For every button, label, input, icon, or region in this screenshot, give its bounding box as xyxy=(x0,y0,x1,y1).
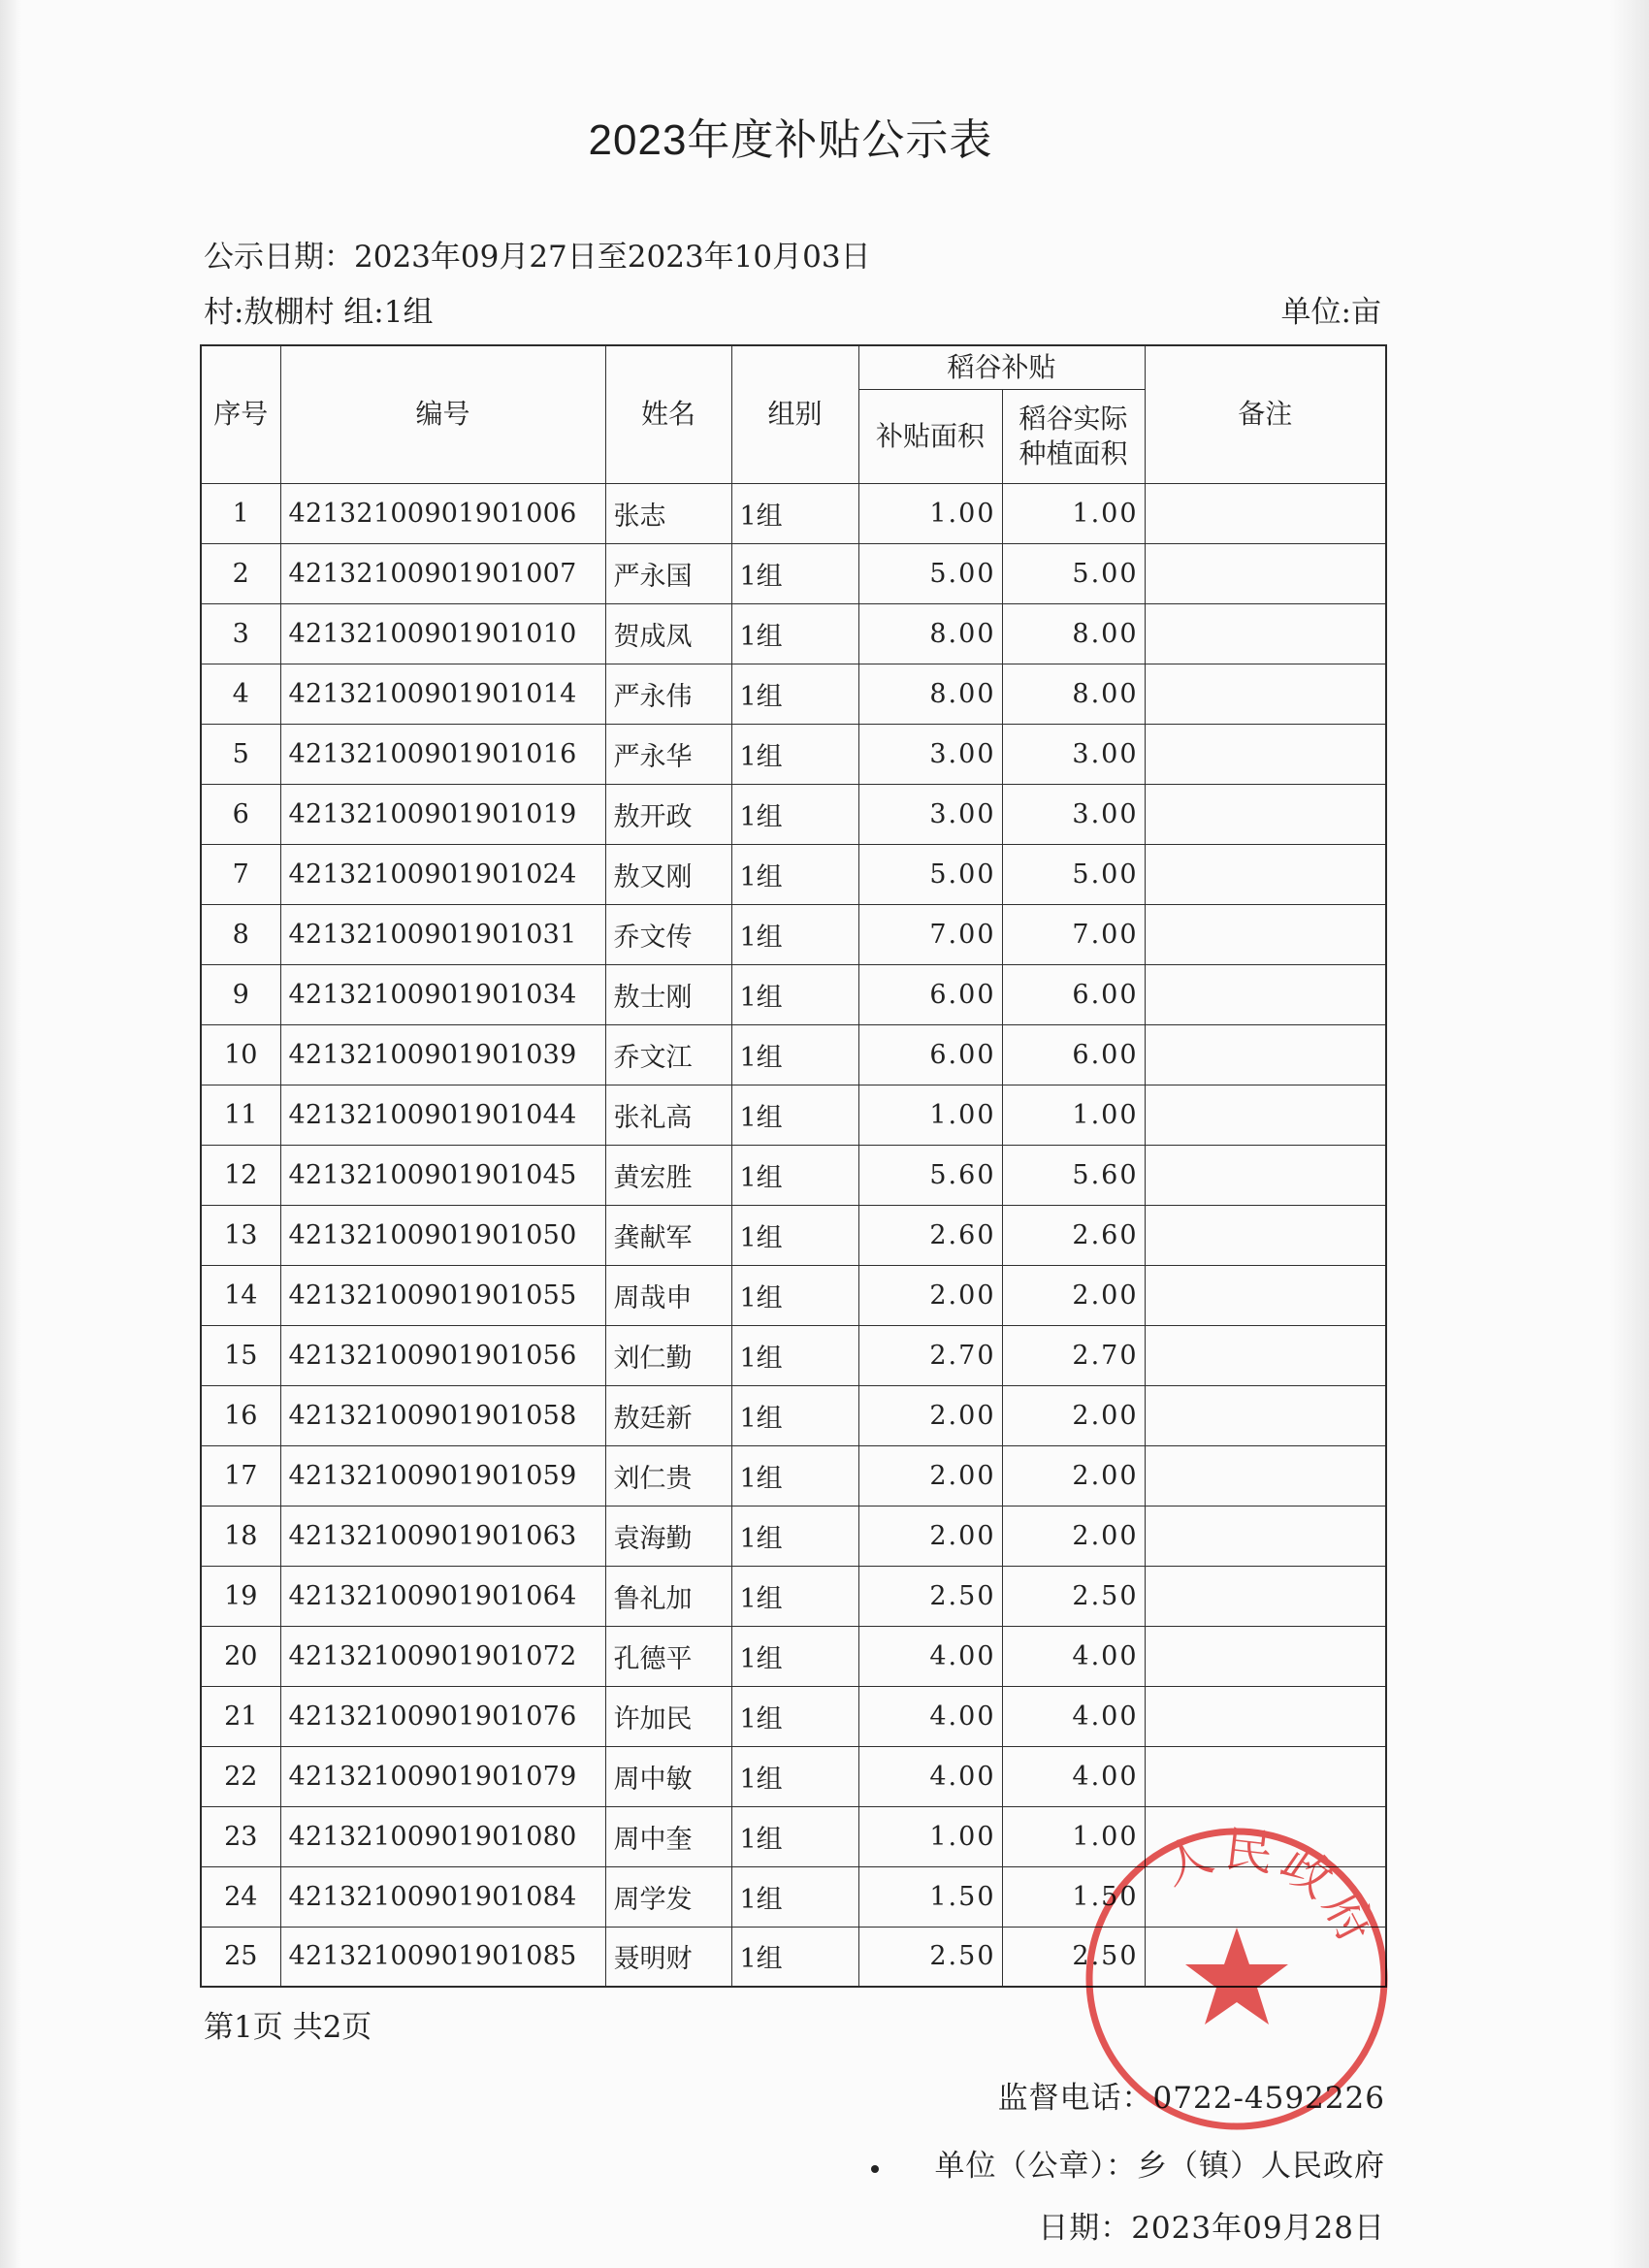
cell-actual-area: 2.60 xyxy=(1002,1205,1145,1265)
table-row xyxy=(201,483,1386,543)
cell-group: 1组 xyxy=(731,1385,858,1445)
header-actual-area xyxy=(1002,389,1145,483)
cell-name: 周学发 xyxy=(605,1866,731,1927)
cell-code: 42132100901901007 xyxy=(280,543,605,603)
cell-remarks xyxy=(1145,603,1386,664)
table-row xyxy=(201,1145,1386,1205)
cell-name: 贺成凤 xyxy=(605,603,731,664)
cell-actual-area: 7.00 xyxy=(1002,904,1145,964)
table-row xyxy=(201,964,1386,1024)
cell-subsidy-area: 2.00 xyxy=(858,1506,1002,1566)
cell-name: 张志 xyxy=(605,483,731,543)
cell-group: 1组 xyxy=(731,664,858,724)
cell-remarks xyxy=(1145,1746,1386,1806)
cell-subsidy-area: 5.00 xyxy=(858,543,1002,603)
cell-remarks xyxy=(1145,1325,1386,1385)
cell-group: 1组 xyxy=(731,844,858,904)
cell-actual-area: 3.00 xyxy=(1002,724,1145,784)
table-row xyxy=(201,1205,1386,1265)
cell-code: 42132100901901079 xyxy=(280,1746,605,1806)
cell-subsidy-area: 7.00 xyxy=(858,904,1002,964)
cell-code: 42132100901901050 xyxy=(280,1205,605,1265)
cell-code: 42132100901901031 xyxy=(280,904,605,964)
cell-actual-area: 5.00 xyxy=(1002,844,1145,904)
cell-name: 刘仁贵 xyxy=(605,1445,731,1506)
cell-remarks xyxy=(1145,1085,1386,1145)
cell-remarks xyxy=(1145,1265,1386,1325)
paper-edge-right xyxy=(1610,0,1649,2268)
cell-seq: 3 xyxy=(201,603,280,664)
subsidy-table xyxy=(200,344,1387,1988)
table-body xyxy=(201,483,1386,1987)
cell-seq: 16 xyxy=(201,1385,280,1445)
cell-seq: 22 xyxy=(201,1746,280,1806)
header-group: 组别 xyxy=(731,345,858,483)
cell-group: 1组 xyxy=(731,1506,858,1566)
cell-seq: 2 xyxy=(201,543,280,603)
cell-subsidy-area: 1.00 xyxy=(858,1085,1002,1145)
cell-seq: 25 xyxy=(201,1927,280,1987)
table-row xyxy=(201,1506,1386,1566)
cell-group: 1组 xyxy=(731,1085,858,1145)
cell-name: 周哉申 xyxy=(605,1265,731,1325)
cell-subsidy-area: 3.00 xyxy=(858,724,1002,784)
cell-name: 乔文传 xyxy=(605,904,731,964)
cell-remarks xyxy=(1145,1205,1386,1265)
cell-name: 严永国 xyxy=(605,543,731,603)
cell-remarks xyxy=(1145,483,1386,543)
cell-actual-area: 2.50 xyxy=(1002,1927,1145,1987)
cell-code: 42132100901901063 xyxy=(280,1506,605,1566)
cell-name: 周中敏 xyxy=(605,1746,731,1806)
cell-code: 42132100901901076 xyxy=(280,1686,605,1746)
cell-group: 1组 xyxy=(731,1024,858,1085)
cell-seq: 21 xyxy=(201,1686,280,1746)
cell-remarks xyxy=(1145,1024,1386,1085)
cell-code: 42132100901901064 xyxy=(280,1566,605,1626)
cell-name: 张礼高 xyxy=(605,1085,731,1145)
cell-actual-area: 4.00 xyxy=(1002,1626,1145,1686)
unit-label: 单位:亩 xyxy=(1280,295,1381,330)
cell-actual-area: 4.00 xyxy=(1002,1686,1145,1746)
cell-subsidy-area: 2.00 xyxy=(858,1385,1002,1445)
cell-subsidy-area: 4.00 xyxy=(858,1626,1002,1686)
cell-seq: 24 xyxy=(201,1866,280,1927)
cell-name: 许加民 xyxy=(605,1686,731,1746)
seal-unit: 单位（公章）：乡（镇）人民政府 xyxy=(934,2149,1385,2184)
table-row xyxy=(201,1265,1386,1325)
cell-subsidy-area: 3.00 xyxy=(858,784,1002,844)
header-code: 编号 xyxy=(280,345,605,483)
cell-actual-area: 2.00 xyxy=(1002,1506,1145,1566)
cell-actual-area: 8.00 xyxy=(1002,603,1145,664)
cell-seq: 19 xyxy=(201,1566,280,1626)
cell-subsidy-area: 2.60 xyxy=(858,1205,1002,1265)
cell-subsidy-area: 2.70 xyxy=(858,1325,1002,1385)
cell-seq: 10 xyxy=(201,1024,280,1085)
table-row xyxy=(201,1686,1386,1746)
header-remarks: 备注 xyxy=(1145,345,1386,483)
cell-subsidy-area: 1.50 xyxy=(858,1866,1002,1927)
cell-seq: 20 xyxy=(201,1626,280,1686)
cell-actual-area: 1.50 xyxy=(1002,1866,1145,1927)
cell-subsidy-area: 4.00 xyxy=(858,1746,1002,1806)
cell-code: 42132100901901084 xyxy=(280,1866,605,1927)
table-row xyxy=(201,1085,1386,1145)
cell-group: 1组 xyxy=(731,1325,858,1385)
header-seq: 序号 xyxy=(201,345,280,483)
cell-actual-area: 1.00 xyxy=(1002,483,1145,543)
cell-actual-area: 6.00 xyxy=(1002,964,1145,1024)
cell-subsidy-area: 6.00 xyxy=(858,1024,1002,1085)
cell-actual-area: 6.00 xyxy=(1002,1024,1145,1085)
cell-group: 1组 xyxy=(731,603,858,664)
cell-remarks xyxy=(1145,1145,1386,1205)
cell-name: 聂明财 xyxy=(605,1927,731,1987)
cell-remarks xyxy=(1145,1566,1386,1626)
table-row xyxy=(201,664,1386,724)
cell-name: 敖又刚 xyxy=(605,844,731,904)
cell-code: 42132100901901044 xyxy=(280,1085,605,1145)
cell-seq: 5 xyxy=(201,724,280,784)
paper-edge-left xyxy=(0,0,21,2268)
cell-group: 1组 xyxy=(731,543,858,603)
cell-name: 敖开政 xyxy=(605,784,731,844)
cell-actual-area: 2.70 xyxy=(1002,1325,1145,1385)
table-row xyxy=(201,1626,1386,1686)
cell-name: 刘仁勤 xyxy=(605,1325,731,1385)
header-rice-subsidy: 稻谷补贴 xyxy=(858,345,1145,389)
table-row xyxy=(201,1325,1386,1385)
table-row xyxy=(201,1746,1386,1806)
cell-seq: 14 xyxy=(201,1265,280,1325)
cell-group: 1组 xyxy=(731,1145,858,1205)
cell-actual-area: 2.00 xyxy=(1002,1445,1145,1506)
notice-date: 公示日期：2023年09月27日至2023年10月03日 xyxy=(204,240,871,275)
scan-dot xyxy=(871,2165,879,2173)
cell-subsidy-area: 2.50 xyxy=(858,1566,1002,1626)
cell-remarks xyxy=(1145,904,1386,964)
seal-text xyxy=(1155,1821,1388,1957)
cell-group: 1组 xyxy=(731,1866,858,1927)
cell-code: 42132100901901058 xyxy=(280,1385,605,1445)
cell-code: 42132100901901016 xyxy=(280,724,605,784)
cell-subsidy-area: 2.00 xyxy=(858,1265,1002,1325)
cell-actual-area: 4.00 xyxy=(1002,1746,1145,1806)
cell-remarks xyxy=(1145,543,1386,603)
cell-group: 1组 xyxy=(731,964,858,1024)
cell-name: 鲁礼加 xyxy=(605,1566,731,1626)
official-seal xyxy=(1077,1819,1397,2139)
header-subsidy-area: 补贴面积 xyxy=(858,389,1002,483)
cell-code: 42132100901901085 xyxy=(280,1927,605,1987)
cell-seq: 4 xyxy=(201,664,280,724)
cell-actual-area: 2.50 xyxy=(1002,1566,1145,1626)
cell-subsidy-area: 6.00 xyxy=(858,964,1002,1024)
cell-code: 42132100901901019 xyxy=(280,784,605,844)
seal-text-path: 人民政府 xyxy=(1154,1820,1388,1958)
cell-code: 42132100901901006 xyxy=(280,483,605,543)
cell-remarks xyxy=(1145,964,1386,1024)
cell-name: 严永伟 xyxy=(605,664,731,724)
cell-seq: 7 xyxy=(201,844,280,904)
cell-seq: 12 xyxy=(201,1145,280,1205)
cell-group: 1组 xyxy=(731,483,858,543)
cell-code: 42132100901901034 xyxy=(280,964,605,1024)
cell-actual-area: 5.60 xyxy=(1002,1145,1145,1205)
cell-code: 42132100901901039 xyxy=(280,1024,605,1085)
cell-group: 1组 xyxy=(731,1265,858,1325)
cell-group: 1组 xyxy=(731,1626,858,1686)
cell-seq: 9 xyxy=(201,964,280,1024)
village-group: 村:敖棚村 组:1组 xyxy=(204,295,434,330)
header-actual-area-line2: 种植面积 xyxy=(1018,437,1128,470)
cell-name: 黄宏胜 xyxy=(605,1145,731,1205)
cell-actual-area: 1.00 xyxy=(1002,1806,1145,1866)
table-row xyxy=(201,724,1386,784)
cell-group: 1组 xyxy=(731,1445,858,1506)
cell-name: 敖士刚 xyxy=(605,964,731,1024)
cell-code: 42132100901901024 xyxy=(280,844,605,904)
cell-code: 42132100901901010 xyxy=(280,603,605,664)
header-actual-area-line1: 稻谷实际 xyxy=(1018,402,1128,435)
cell-remarks xyxy=(1145,1626,1386,1686)
cell-subsidy-area: 5.00 xyxy=(858,844,1002,904)
cell-remarks xyxy=(1145,844,1386,904)
cell-remarks xyxy=(1145,1445,1386,1506)
cell-group: 1组 xyxy=(731,724,858,784)
cell-code: 42132100901901055 xyxy=(280,1265,605,1325)
cell-group: 1组 xyxy=(731,1686,858,1746)
table-row xyxy=(201,1566,1386,1626)
table-row xyxy=(201,844,1386,904)
cell-code: 42132100901901059 xyxy=(280,1445,605,1506)
cell-seq: 17 xyxy=(201,1445,280,1506)
cell-subsidy-area: 8.00 xyxy=(858,664,1002,724)
cell-group: 1组 xyxy=(731,904,858,964)
cell-subsidy-area: 5.60 xyxy=(858,1145,1002,1205)
cell-subsidy-area: 1.00 xyxy=(858,483,1002,543)
cell-actual-area: 3.00 xyxy=(1002,784,1145,844)
cell-seq: 8 xyxy=(201,904,280,964)
cell-actual-area: 2.00 xyxy=(1002,1385,1145,1445)
cell-group: 1组 xyxy=(731,1746,858,1806)
cell-code: 42132100901901072 xyxy=(280,1626,605,1686)
header-name: 姓名 xyxy=(605,345,731,483)
cell-name: 孔德平 xyxy=(605,1626,731,1686)
cell-code: 42132100901901080 xyxy=(280,1806,605,1866)
cell-group: 1组 xyxy=(731,1927,858,1987)
table-row xyxy=(201,543,1386,603)
cell-name: 严永华 xyxy=(605,724,731,784)
cell-actual-area: 8.00 xyxy=(1002,664,1145,724)
cell-seq: 15 xyxy=(201,1325,280,1385)
cell-code: 42132100901901045 xyxy=(280,1145,605,1205)
cell-group: 1组 xyxy=(731,1205,858,1265)
cell-seq: 6 xyxy=(201,784,280,844)
header-row-1 xyxy=(201,345,1386,389)
table-row xyxy=(201,1445,1386,1506)
cell-subsidy-area: 8.00 xyxy=(858,603,1002,664)
cell-actual-area: 2.00 xyxy=(1002,1265,1145,1325)
issue-date: 日期：2023年09月28日 xyxy=(1038,2211,1385,2246)
cell-remarks xyxy=(1145,1506,1386,1566)
cell-seq: 11 xyxy=(201,1085,280,1145)
table-row xyxy=(201,904,1386,964)
cell-seq: 13 xyxy=(201,1205,280,1265)
cell-subsidy-area: 2.50 xyxy=(858,1927,1002,1987)
table-row xyxy=(201,784,1386,844)
cell-subsidy-area: 1.00 xyxy=(858,1806,1002,1866)
cell-name: 乔文江 xyxy=(605,1024,731,1085)
cell-actual-area: 1.00 xyxy=(1002,1085,1145,1145)
cell-code: 42132100901901014 xyxy=(280,664,605,724)
cell-name: 敖廷新 xyxy=(605,1385,731,1445)
cell-group: 1组 xyxy=(731,784,858,844)
table-row xyxy=(201,1385,1386,1445)
cell-actual-area: 5.00 xyxy=(1002,543,1145,603)
table-row xyxy=(201,1024,1386,1085)
cell-seq: 1 xyxy=(201,483,280,543)
cell-seq: 18 xyxy=(201,1506,280,1566)
page-title: 2023年度补贴公示表 xyxy=(588,116,993,164)
table-row xyxy=(201,603,1386,664)
cell-name: 袁海勤 xyxy=(605,1506,731,1566)
cell-name: 龚献军 xyxy=(605,1205,731,1265)
cell-subsidy-area: 2.00 xyxy=(858,1445,1002,1506)
cell-remarks xyxy=(1145,724,1386,784)
cell-remarks xyxy=(1145,664,1386,724)
cell-remarks xyxy=(1145,784,1386,844)
cell-code: 42132100901901056 xyxy=(280,1325,605,1385)
cell-remarks xyxy=(1145,1686,1386,1746)
page-info: 第1页 共2页 xyxy=(204,2010,372,2045)
cell-group: 1组 xyxy=(731,1566,858,1626)
seal-star-icon xyxy=(1185,1928,1288,2025)
cell-seq: 23 xyxy=(201,1806,280,1866)
hotline: 监督电话：0722-4592226 xyxy=(997,2081,1385,2116)
cell-name: 周中奎 xyxy=(605,1806,731,1866)
cell-remarks xyxy=(1145,1385,1386,1445)
cell-group: 1组 xyxy=(731,1806,858,1866)
cell-subsidy-area: 4.00 xyxy=(858,1686,1002,1746)
